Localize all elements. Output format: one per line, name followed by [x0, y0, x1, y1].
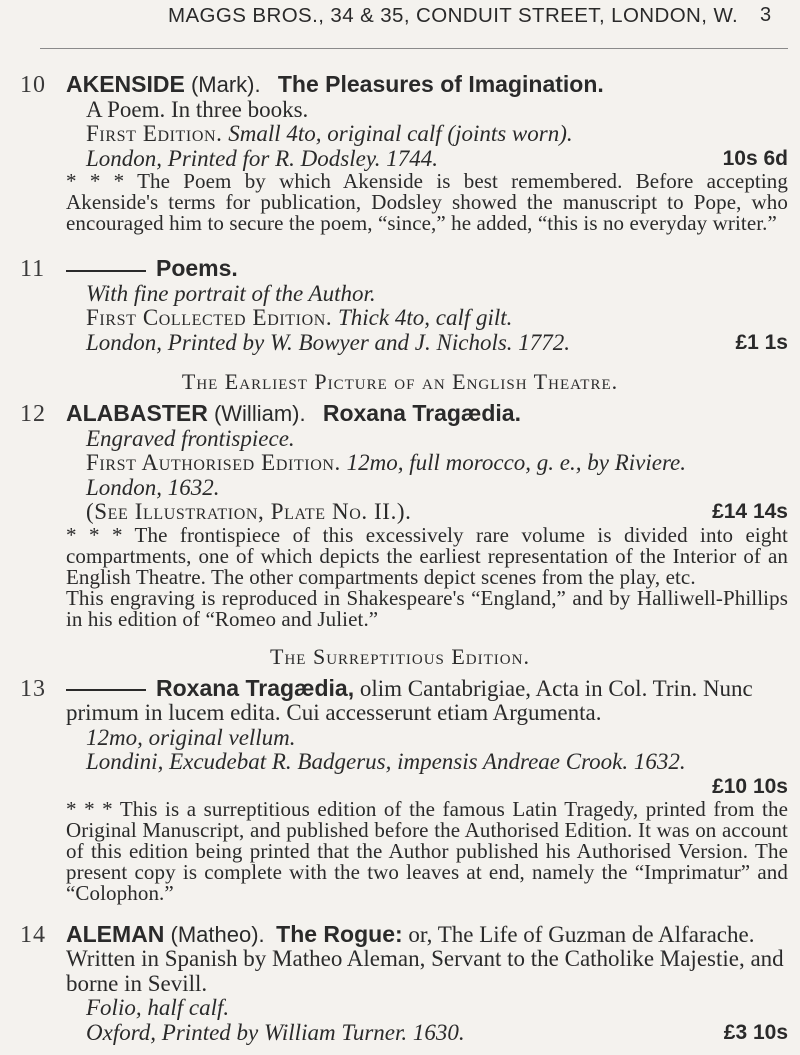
entry-title: The Rogue:	[276, 920, 403, 947]
entry-number: 14	[20, 921, 46, 948]
entry-number: 10	[20, 72, 46, 98]
entry-title-rest: olim Cantabrigiae, Acta in Col. Trin. Nunc primum in lucem edita. Cui accesserunt etiam Argumenta.	[66, 675, 753, 725]
plate-reference: (See Illustration, Plate No. II.).	[86, 499, 412, 524]
entry-number: 13	[20, 675, 46, 702]
catalogue-header-title: MAGGS BROS., 34 & 35, CONDUIT STREET, LONDON, W.	[168, 4, 739, 27]
entry-price: £14 14s	[712, 500, 788, 523]
catalogue-entry-14	[0, 922, 800, 1046]
entry-price: £10 10s	[712, 774, 788, 798]
header-rule	[40, 48, 788, 49]
entry-imprint: London, 1632.	[86, 474, 220, 500]
entry-format: Small 4to, original calf (joints worn).	[228, 121, 573, 146]
page-header	[0, 0, 800, 60]
entry-format: Thick 4to, calf gilt.	[338, 305, 513, 330]
entry-format: Folio, half calf.	[86, 995, 230, 1020]
entry-note: * * * The Poem by which Akenside is best remembered. Before accepting Akenside's terms for publication, Dodsley showed the manuscript to Pope, who encouraged him to secure the poem, “since,” he added, “this is no everyday writer.”	[66, 169, 788, 235]
entry-number: 12	[20, 401, 46, 427]
catalogue-entry-10	[0, 72, 800, 234]
entry-note: * * * The frontispiece of this excessively rare volume is divided into eight compartments, one of which depicts the earliest representation of the Interior of an English Theatre. The other compartments depict scenes from the play, etc.	[66, 522, 788, 589]
entry-format: 12mo, original vellum.	[86, 724, 296, 750]
entry-imprint: Londini, Excudebat R. Badgerus, impensis Andreae Crook. 1632.	[86, 749, 686, 774]
entry-imprint: Oxford, Printed by William Turner. 1630.	[86, 1019, 465, 1045]
entry-title: Roxana Tragædia,	[156, 674, 355, 701]
entry-author-rest: (William).	[207, 401, 306, 426]
entry-number: 11	[20, 256, 46, 282]
entry-edition: First Edition.	[86, 121, 223, 146]
entry-price: £3 10s	[723, 1020, 788, 1044]
catalogue-entries	[0, 72, 800, 1055]
entry-author: ALEMAN	[66, 920, 165, 947]
entry-author: ALABASTER	[66, 400, 208, 426]
page-number: 3	[760, 4, 772, 26]
section-heading: The Earliest Picture of an English Theatre.	[181, 369, 619, 394]
entry-title-rest: A Poem. In three books.	[86, 96, 309, 122]
entry-format: 12mo, full morocco, g. e., by Riviere.	[346, 450, 686, 475]
entry-imprint: London, Printed by W. Bowyer and J. Nichols. 1772.	[86, 329, 571, 355]
entry-note-2: This engraving is reproduced in Shakespeare's “England,” and by Halliwell-Phillips in his edition of “Romeo and Juliet.”	[66, 585, 788, 631]
catalogue-entry-11	[0, 256, 800, 355]
entry-note: * * * This is a surreptitious edition of the famous Latin Tragedy, printed from the Original Manuscript, and published before the Authorised Edition. It was on account of this edition being printed that the Author published his Authorised Version. The present copy is complete with the two leaves at end, namely the “Imprimatur” and “Colophon.”	[66, 796, 788, 905]
entry-title-rest: or, The Life of Guzman de Alfarache. Written in Spanish by Matheo Aleman, Servant to the Catholike Majestie, and borne in Sevill.	[66, 921, 784, 996]
entry-title: Roxana Tragædia.	[322, 400, 521, 426]
entry-price: £1 1s	[735, 330, 788, 354]
entry-line: Engraved frontispiece.	[86, 425, 295, 451]
catalogue-entry-13	[0, 676, 800, 904]
section-heading: The Surreptitious Edition.	[270, 643, 530, 669]
catalogue-entry-12	[0, 401, 800, 630]
entry-line: With fine portrait of the Author.	[86, 280, 376, 306]
entry-edition: First Authorised Edition.	[86, 450, 341, 475]
entry-price: 10s 6d	[722, 146, 788, 170]
entry-edition: First Collected Edition.	[86, 305, 333, 330]
ditto-dash	[66, 689, 146, 691]
entry-heading: Poems.	[156, 255, 238, 281]
entry-author-rest: (Matheo).	[164, 921, 265, 947]
entry-imprint: London, Printed for R. Dodsley. 1744.	[86, 145, 439, 171]
entry-title: The Pleasures of Imagination.	[277, 71, 604, 97]
entry-author-rest: (Mark).	[184, 72, 261, 97]
ditto-dash	[66, 270, 146, 272]
entry-author: AKENSIDE	[66, 71, 185, 97]
